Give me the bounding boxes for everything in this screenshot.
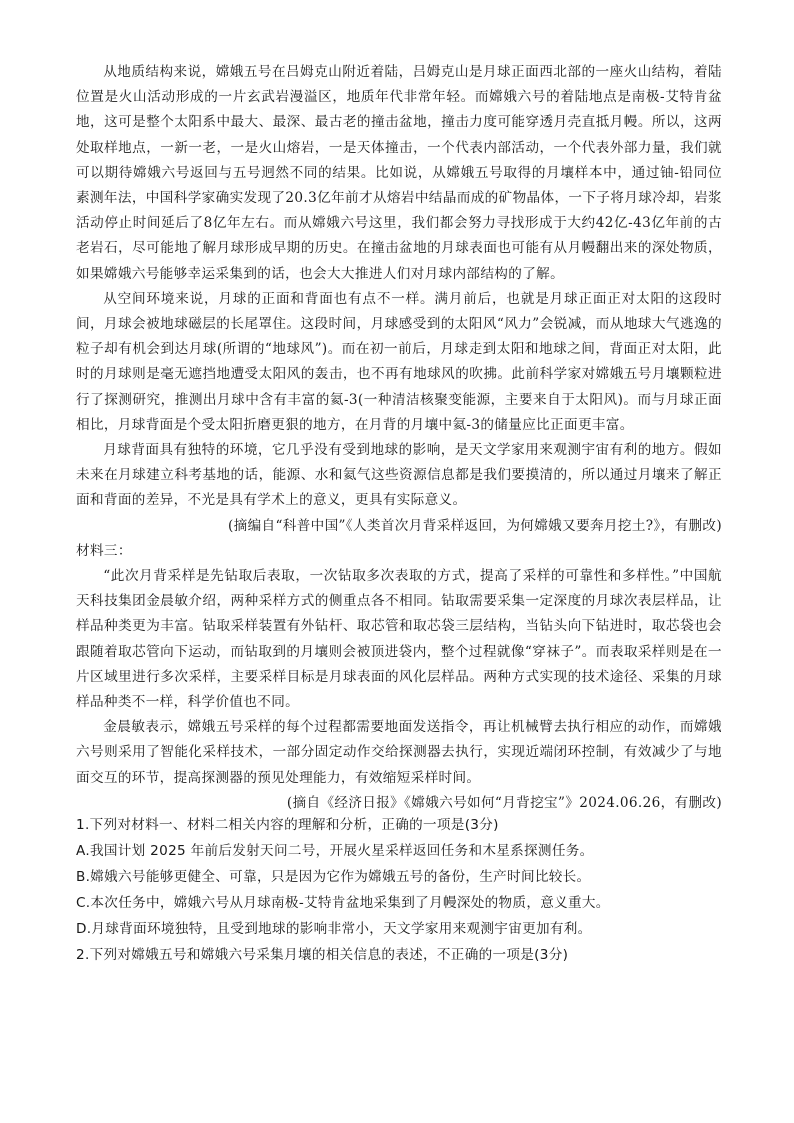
material2-paragraph-geology: 从地质结构来说，嫦娥五号在吕姆克山附近着陆，吕姆克山是月球正面西北部的一座火山结构，着陆位置是火山活动形成的一片玄武岩漫溢区，地质年代非常年轻。而嫦娥六号的着陆地点是南极-艾特肯盆地，这可是整个太阳系中最大、最深、最古老的撞击盆地，撞击力度可能穿透月壳直抵月幔。所以，这两处取样地点，一新一老，一是火山熔岩，一是天体撞击，一个代表内部活动，一个代表外部力量，我们就可以期待嫦娥六号返回与五号迥然不同的结果。比如说，从嫦娥五号取得的月壤样本中，通过铀-铅同位素测年法，中国科学家确实发现了20.3亿年前才从熔岩中结晶而成的矿物晶体，一下子将月球冷却，岩浆活动停止时间延后了8亿年左右。而从嫦娥六号这里，我们都会努力寻找形成于大约42亿-43亿年前的古老岩石，尽可能地了解月球形成早期的历史。在撞击盆地的月球表面也可能有从月幔翻出来的深处物质，如果嫦娥六号能够幸运采集到的话，也会大大推进人们对月球内部结构的了解。 — [76, 64, 722, 282]
question-1-option-a: A.我国计划 2025 年前后发射天问二号，开展火星采样返回任务和木星系探测任务。 — [76, 843, 594, 859]
questions-section — [76, 812, 736, 968]
question-1-option-d: D.月球背面环境独特，且受到地球的影响非常小，天文学家用来观测宇宙更加有利。 — [76, 921, 592, 937]
question-1-stem: 1.下列对材料一、材料二相关内容的理解和分析，正确的一项是(3分) — [76, 817, 499, 833]
question-1-option-c: C.本次任务中，嫦娥六号从月球南极-艾特肯盆地采集到了月幔深处的物质，意义重大。 — [76, 895, 610, 911]
material2-paragraph-space-environment: 从空间环境来说，月球的正面和背面也有点不一样。满月前后，也就是月球正面正对太阳的这段时间，月球会被地球磁层的长尾罩住。这段时间，月球感受到的太阳风“风力”会锐减，而从地球大气逃逸的粒子却有机会到达月球(所谓的“地球风”)。而在初一前后，月球走到太阳和地球之间，背面正对太阳，此时的月球则是毫无遮挡地遭受太阳风的轰击，也不再有地球风的吹拂。此前科学家对嫦娥五号月壤颗粒进行了探测研究，推测出月球中含有丰富的氦-3(一种清洁核聚变能源，主要来自于太阳风)。而与月球正面相比，月球背面是个受太阳折磨更狠的地方，在月背的月壤中氦-3的储量应比正面更丰富。 — [76, 290, 722, 433]
material2-paragraph-far-side: 月球背面具有独特的环境，它几乎没有受到地球的影响，是天文学家用来观测宇宙有利的地方。假如未来在月球建立科考基地的话，能源、水和氦气这些资源信息都是我们要摸清的，所以通过月壤来了解正面和背面的差异，不光是具有学术上的意义，更具有实际意义。 — [76, 442, 722, 509]
material3-paragraph-sampling-methods: “此次月背采样是先钻取后表取，一次钻取多次表取的方式，提高了采样的可靠性和多样性。”中国航天科技集团金晨敏介绍，两种采样方式的侧重点各不相同。钻取需要采集一定深度的月球次表层样品，让样品种类更为丰富。钻取采样装置有外钻杆、取芯管和取芯袋三层结构，当钻头向下钻进时，取芯袋也会跟随着取芯管向下运动，而钻取到的月壤则会被顶进袋内，整个过程就像“穿袜子”。而表取采样则是在一片区域里进行多次采样，主要采样目标是月球表面的风化层样品。两种方式实现的技术途径、采集的月球样品种类不一样，科学价值也不同。 — [76, 568, 722, 711]
material3-paragraph-intelligent-sampling: 金晨敏表示，嫦娥五号采样的每个过程都需要地面发送指令，再让机械臂去执行相应的动作，而嫦娥六号则采用了智能化采样技术，一部分固定动作交给探测器去执行，实现近端闭环控制，有效减少了与地面交互的环节，提高探测器的预见处理能力，有效缩短采样时间。 — [76, 719, 722, 786]
reading-passage — [76, 60, 722, 816]
question-2-stem: 2.下列对嫦娥五号和嫦娥六号采集月壤的相关信息的表述，不正确的一项是(3分) — [76, 947, 569, 963]
material3-source-citation: (摘自《经济日报》《嫦娥六号如何“月背挖宝”》2024.06.26，有删改) — [286, 794, 722, 811]
question-1-option-b: B.嫦娥六号能够更健全、可靠，只是因为它作为嫦娥五号的备份，生产时间比较长。 — [76, 869, 591, 885]
material3-heading: 材料三： — [76, 542, 132, 559]
material2-source-citation: (摘编自“科普中国”《人类首次月背采样返回，为何嫦娥又要奔月挖土?》，有删改) — [227, 517, 722, 534]
